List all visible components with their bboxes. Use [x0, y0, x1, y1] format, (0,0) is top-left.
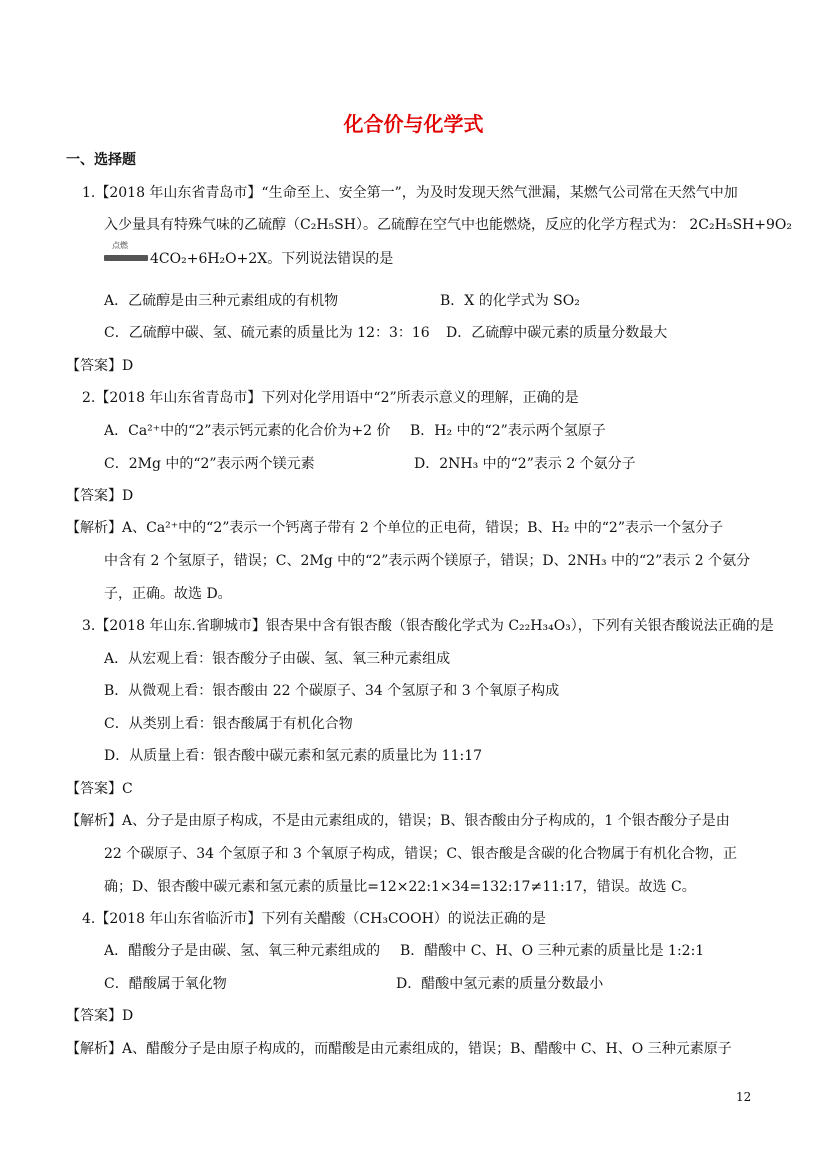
q1-option-c: C．乙硫醇中碳、氢、硫元素的质量比为 12：3：16 — [104, 325, 430, 341]
q3-stem: 3.【2018 年山东.省聊城市】银杏果中含有银杏酸（银杏酸化学式为 C₂₂H₃₄O₃），下列有关银杏酸说法正确的是 — [82, 618, 774, 634]
q2-option-a: A．Ca²⁺中的“2”表示钙元素的化合价为+2 价 — [104, 423, 391, 439]
q3-option-d: D．从质量上看：银杏酸中碳元素和氢元素的质量比为 11:17 — [104, 748, 483, 764]
q2-stem: 2.【2018 年山东省青岛市】下列对化学用语中“2”所表示意义的理解，正确的是 — [82, 390, 579, 406]
q2-option-c: C．2Mg 中的“2”表示两个镁元素 — [104, 456, 315, 472]
q3-answer: 【答案】C — [66, 781, 133, 797]
q3-analysis-line-3: 确；D、银杏酸中碳元素和氢元素的质量比=12×22:1×34=132:17≠11:17，错误。故选 C。 — [104, 879, 696, 895]
q2-answer: 【答案】D — [66, 488, 134, 504]
q2-option-b: B．H₂ 中的“2”表示两个氢原子 — [410, 423, 606, 439]
page-title: 化合价与化学式 — [343, 112, 484, 136]
q3-option-a: A．从宏观上看：银杏酸分子由碳、氢、氧三种元素组成 — [104, 651, 451, 667]
q4-analysis-line-1: 【解析】A、醋酸分子是由原子构成的，而醋酸是由元素组成的，错误；B、醋酸中 C、H、O 三种元素原子 — [66, 1041, 732, 1057]
q1-stem-line-1: 1.【2018 年山东省青岛市】“生命至上、安全第一”，为及时发现天然气泄漏，某燃气公司常在天然气中加 — [82, 185, 738, 201]
q1-option-b: B．X 的化学式为 SO₂ — [440, 293, 580, 309]
q4-option-a: A．醋酸分子是由碳、氢、氧三种元素组成的 — [104, 943, 381, 959]
q4-answer: 【答案】D — [66, 1008, 134, 1024]
q4-option-d: D．醋酸中氢元素的质量分数最小 — [396, 976, 604, 992]
reaction-condition-label: 点燃 — [112, 241, 128, 250]
q3-option-b: B．从微观上看：银杏酸由 22 个碳原子、34 个氢原子和 3 个氧原子构成 — [104, 683, 560, 699]
q2-analysis-line-1: 【解析】A、Ca²⁺中的“2”表示一个钙离子带有 2 个单位的正电荷，错误；B、H₂ 中的“2”表示一个氢分子 — [66, 520, 723, 536]
reaction-arrow-icon — [104, 255, 148, 261]
q4-option-c: C．醋酸属于氧化物 — [104, 976, 227, 992]
q1-option-a: A．乙硫醇是由三种元素组成的有机物 — [104, 293, 339, 309]
q3-analysis-line-1: 【解析】A、分子是由原子构成，不是由元素组成的，错误；B、银杏酸由分子构成的，1 个银杏酸分子是由 — [66, 813, 730, 829]
section-heading: 一、选择题 — [66, 152, 136, 168]
q2-analysis-line-2: 中含有 2 个氢原子，错误；C、2Mg 中的“2”表示两个镁原子，错误；D、2NH₃ 中的“2”表示 2 个氨分 — [104, 553, 751, 569]
page-number: 12 — [736, 1090, 752, 1104]
q1-stem-line-3: 4CO₂+6H₂O+2X。下列说法错误的是 — [150, 251, 394, 267]
q1-stem-line-2: 入少量具有特殊气味的乙硫醇（C₂H₅SH）。乙硫醇在空气中也能燃烧，反应的化学方程式为： 2C₂H₅SH+9O₂ — [104, 217, 792, 233]
q4-stem: 4.【2018 年山东省临沂市】下列有关醋酸（CH₃COOH）的说法正确的是 — [82, 911, 546, 927]
q2-option-d: D．2NH₃ 中的“2”表示 2 个氨分子 — [414, 456, 636, 472]
q1-answer: 【答案】D — [66, 358, 134, 374]
q2-analysis-line-3: 子，正确。故选 D。 — [104, 586, 232, 602]
q1-option-d: D．乙硫醇中碳元素的质量分数最大 — [446, 325, 668, 341]
q4-option-b: B．醋酸中 C、H、O 三种元素的质量比是 1:2:1 — [400, 943, 705, 959]
q3-analysis-line-2: 22 个碳原子、34 个氢原子和 3 个氧原子构成，错误；C、银杏酸是含碳的化合物属于有机化合物，正 — [104, 846, 738, 862]
q3-option-c: C．从类别上看：银杏酸属于有机化合物 — [104, 716, 353, 732]
